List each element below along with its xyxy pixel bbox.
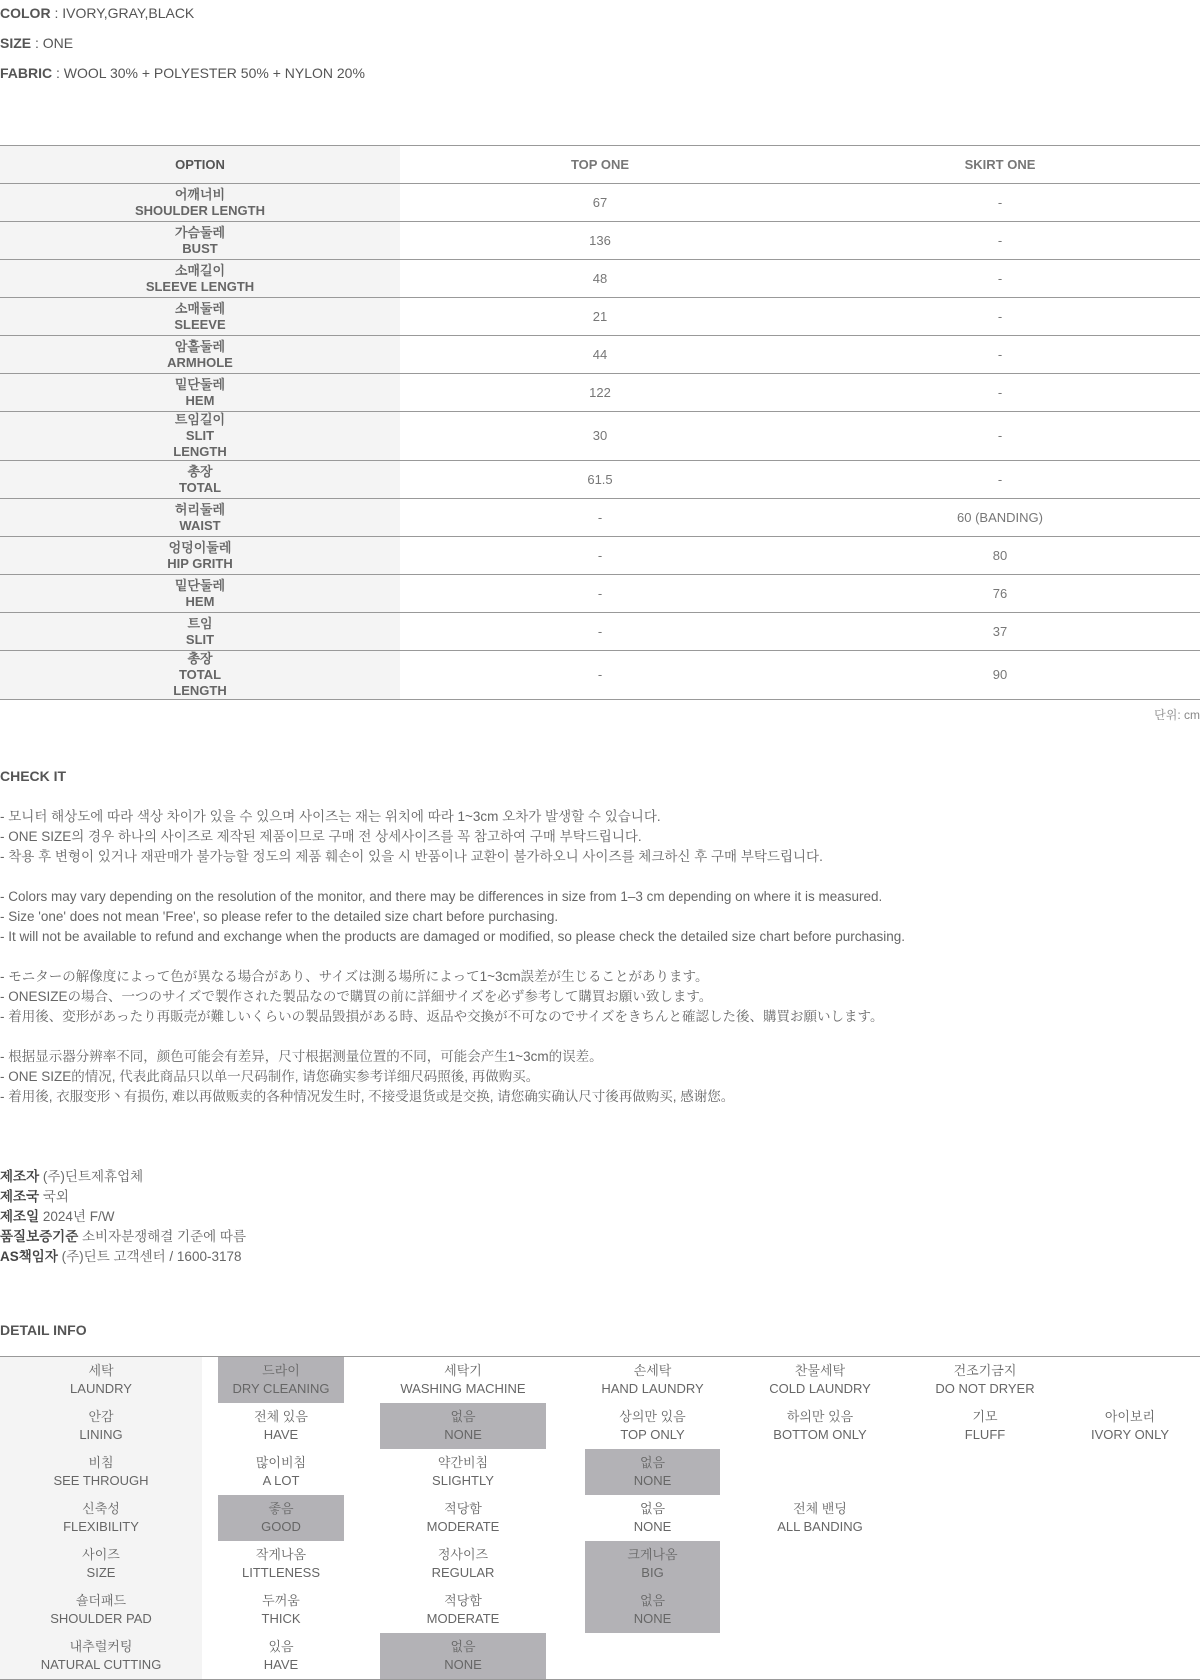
detail-row	[0, 1357, 1200, 1403]
check-it-notes	[0, 807, 905, 1127]
detail-option-text: 하의만 있음	[786, 1409, 854, 1424]
detail-label-text: 비침	[88, 1455, 114, 1470]
option-label-en: HEM	[185, 392, 215, 408]
detail-option-selected	[380, 1403, 546, 1449]
detail-option-text: MODERATE	[426, 1519, 500, 1534]
option-label-ko: 소매둘레	[174, 300, 226, 316]
option-cell	[0, 184, 400, 221]
detail-option	[585, 1495, 720, 1541]
header-top-one: TOP ONE	[570, 156, 630, 172]
option-label-en: WAIST	[179, 517, 221, 533]
detail-option-text: DRY CLEANING	[232, 1381, 330, 1396]
detail-label-text: LAUNDRY	[70, 1381, 132, 1396]
option-cell	[0, 412, 400, 460]
detail-label-text: SEE THROUGH	[53, 1473, 149, 1488]
option-cell	[0, 537, 400, 574]
detail-option-text: NONE	[633, 1519, 672, 1534]
option-label-en: SLIT	[185, 631, 215, 647]
detail-option-text: NONE	[444, 1427, 482, 1442]
size-value: : ONE	[31, 35, 74, 51]
detail-option	[585, 1403, 720, 1449]
note-line: - 着用後, 衣服变形丶有损伤, 难以再做贩卖的各种情况发生时, 不接受退货或是交换, 请您确实确认尺寸後再做购买, 感谢您。	[0, 1089, 735, 1104]
unit-note: 단위: cm	[1154, 708, 1200, 722]
detail-option	[585, 1357, 720, 1403]
skirt-one-value: -	[997, 471, 1003, 487]
note-group	[0, 807, 905, 867]
detail-option-text: WASHING MACHINE	[400, 1381, 526, 1396]
option-label-en: HIP GRITH	[167, 555, 233, 571]
detail-option-text: 없음	[639, 1593, 666, 1608]
color-key: COLOR	[0, 5, 51, 21]
detail-option-text: 없음	[639, 1501, 666, 1516]
size-table-body	[0, 184, 1200, 700]
detail-option-text: 정사이즈	[437, 1547, 489, 1562]
top-one-value: 30	[592, 428, 608, 443]
detail-option	[218, 1587, 344, 1633]
size-table	[0, 145, 1200, 700]
table-row	[0, 298, 1200, 336]
skirt-one-value: -	[997, 428, 1003, 443]
detail-option	[380, 1357, 546, 1403]
note-line: - 根据显示器分辨率不同，颜色可能会有差异，尺寸根据测量位置的不同，可能会产生1~3cm的误差。	[0, 1049, 603, 1064]
option-cell	[0, 374, 400, 411]
table-row	[0, 184, 1200, 222]
detail-option	[380, 1541, 546, 1587]
table-row	[0, 575, 1200, 613]
table-row	[0, 260, 1200, 298]
detail-option	[218, 1633, 344, 1679]
detail-option	[218, 1403, 344, 1449]
detail-option-selected	[585, 1449, 720, 1495]
detail-row-label	[0, 1403, 202, 1449]
detail-option	[760, 1403, 880, 1449]
table-row	[0, 613, 1200, 651]
option-cell	[0, 222, 400, 259]
option-label-ko: 총장	[187, 463, 213, 479]
detail-option-text: 약간비침	[437, 1455, 489, 1470]
detail-option-text: 상의만 있음	[619, 1409, 686, 1424]
note-group	[0, 887, 905, 947]
note-line: - 착용 후 변형이 있거나 재판매가 불가능할 정도의 제품 훼손이 있을 시 반품이나 교환이 불가하오니 사이즈를 체크하신 후 구매 부탁드립니다.	[0, 849, 823, 864]
detail-option-text: HAND LAUNDRY	[601, 1381, 704, 1396]
detail-label-text: 내추럴커팅	[69, 1639, 133, 1654]
detail-row	[0, 1633, 1200, 1679]
note-group	[0, 1047, 905, 1107]
table-row	[0, 222, 1200, 260]
detail-option-text: 적당함	[444, 1593, 482, 1608]
top-one-value: 61.5	[587, 471, 613, 487]
detail-option-text: 많이비침	[255, 1455, 307, 1470]
detail-row-label	[0, 1495, 202, 1541]
detail-option-text: LITTLENESS	[241, 1565, 321, 1580]
detail-option-text: GOOD	[261, 1519, 301, 1534]
detail-option-selected	[585, 1541, 720, 1587]
detail-option-text: TOP ONLY	[620, 1427, 685, 1442]
maker-key: 제조일	[0, 1209, 40, 1224]
option-label-en: TOTAL	[178, 667, 222, 682]
detail-option-text: NONE	[444, 1657, 482, 1672]
detail-info-table	[0, 1356, 1200, 1679]
detail-row	[0, 1541, 1200, 1587]
detail-option-text: COLD LAUNDRY	[769, 1381, 871, 1396]
fabric-value: : WOOL 30% + POLYESTER 50% + NYLON 20%	[52, 65, 365, 81]
option-label-en: SHOULDER LENGTH	[135, 202, 265, 218]
detail-option-text: BOTTOM ONLY	[773, 1427, 867, 1442]
note-line: - 着用後、変形があったり再販売が難しいくらいの製品毀損がある時、返品や交換が不可なのでサイズをきちんと確認した後、購買お願いします。	[0, 1009, 884, 1024]
detail-option	[218, 1541, 344, 1587]
option-label-ko: 트임길이	[174, 412, 226, 427]
note-line: - ONESIZEの場合、一つのサイズで製作された製品なので購買の前に詳細サイズを必ず参考して購買お願い致します。	[0, 989, 713, 1004]
top-one-value: 21	[592, 308, 608, 324]
note-line: - Colors may vary depending on the resolution of the monitor, and there may be differences in size from 1–3 cm depending on where it is measured.	[0, 889, 883, 904]
detail-row-label	[0, 1357, 202, 1403]
detail-option-text: SLIGHTLY	[432, 1473, 494, 1488]
maker-line	[0, 1167, 246, 1187]
detail-option-text: ALL BANDING	[777, 1519, 863, 1534]
option-label-ko: 어깨너비	[174, 186, 226, 202]
header-skirt-one: SKIRT ONE	[964, 156, 1036, 172]
detail-option	[380, 1495, 546, 1541]
option-cell	[0, 260, 400, 297]
detail-label-text: NATURAL CUTTING	[40, 1657, 162, 1672]
detail-option-text: 찬물세탁	[794, 1363, 846, 1378]
skirt-one-value: 76	[992, 585, 1008, 601]
option-label-en: BUST	[182, 240, 218, 256]
detail-row-label	[0, 1449, 202, 1495]
detail-option-text: IVORY ONLY	[1090, 1427, 1170, 1442]
detail-label-text: SIZE	[86, 1565, 116, 1580]
option-label-ko: 가슴둘레	[174, 224, 226, 240]
detail-option	[760, 1357, 880, 1403]
detail-row	[0, 1587, 1200, 1633]
top-one-value: -	[597, 667, 603, 682]
option-label-ko: 허리둘레	[174, 501, 226, 517]
maker-key: AS책임자	[0, 1249, 58, 1264]
option-cell	[0, 298, 400, 335]
option-label-en2: LENGTH	[173, 444, 227, 459]
detail-label-text: LINING	[79, 1427, 123, 1442]
detail-option-text: 두꺼움	[262, 1593, 300, 1608]
note-line: - ONE SIZE的情况, 代表此商品只以单一尺码制作, 请您确实参考详细尺码照後, 再做购买。	[0, 1069, 540, 1084]
note-line: - モニターの解像度によって色が異なる場合があり、サイズは測る場所によって1~3cm誤差が生じることがあります。	[0, 969, 709, 984]
detail-row-label	[0, 1633, 202, 1679]
detail-option-selected	[380, 1633, 546, 1679]
detail-option-text: 있음	[268, 1639, 294, 1654]
detail-option-text: 작게나옴	[255, 1547, 307, 1562]
skirt-one-value: -	[997, 194, 1003, 210]
maker-line	[0, 1247, 246, 1267]
detail-label-text: 세탁	[88, 1363, 114, 1378]
detail-option-text: BIG	[641, 1565, 664, 1580]
maker-value: 국외	[39, 1189, 69, 1204]
top-one-value: 136	[589, 232, 611, 248]
detail-row-label	[0, 1541, 202, 1587]
detail-label-text: 안감	[88, 1409, 114, 1424]
top-one-value: -	[597, 585, 603, 601]
detail-option-text: NONE	[633, 1473, 672, 1488]
option-cell	[0, 651, 400, 699]
option-cell	[0, 461, 400, 498]
detail-label-text: 신축성	[82, 1501, 120, 1516]
detail-row-label	[0, 1587, 202, 1633]
detail-option-text: MODERATE	[426, 1611, 500, 1626]
detail-option-text: 적당함	[444, 1501, 482, 1516]
detail-option	[910, 1357, 1060, 1403]
skirt-one-value: -	[997, 270, 1003, 286]
detail-option-text: A LOT	[262, 1473, 300, 1488]
detail-option-text: 전체 밴딩	[793, 1501, 847, 1516]
maker-line	[0, 1187, 246, 1207]
detail-option-text: 세탁기	[444, 1363, 482, 1378]
option-label-ko: 밑단둘레	[174, 577, 226, 593]
size-key: SIZE	[0, 35, 32, 51]
detail-option	[910, 1403, 1060, 1449]
size-table-header	[0, 146, 1200, 184]
fabric-key: FABRIC	[0, 65, 53, 81]
detail-option	[380, 1449, 546, 1495]
detail-info-title: DETAIL INFO	[0, 1322, 87, 1338]
detail-option	[380, 1587, 546, 1633]
detail-option	[760, 1495, 880, 1541]
detail-row	[0, 1403, 1200, 1449]
detail-option-text: 아이보리	[1104, 1409, 1156, 1424]
note-line: - ONE SIZE의 경우 하나의 사이즈로 제작된 제품이므로 구매 전 상세사이즈를 꼭 참고하여 구매 부탁드립니다.	[0, 829, 642, 844]
detail-option-text: DO NOT DRYER	[935, 1381, 1035, 1396]
option-cell	[0, 613, 400, 650]
maker-value: 소비자분쟁해결 기준에 따름	[78, 1229, 246, 1244]
table-row	[0, 651, 1200, 700]
option-label-ko: 밑단둘레	[174, 376, 226, 392]
detail-option-text: 전체 있음	[254, 1409, 308, 1424]
detail-option-text: NONE	[633, 1611, 672, 1626]
maker-key: 제조자	[0, 1169, 40, 1184]
detail-option-selected	[218, 1357, 344, 1403]
option-label-ko: 소매길이	[174, 262, 226, 278]
detail-option-text: HAVE	[263, 1427, 299, 1442]
option-label-ko: 엉덩이둘레	[168, 539, 232, 555]
detail-option-text: HAVE	[263, 1657, 299, 1672]
maker-value: (주)딘트제휴업체	[39, 1169, 144, 1184]
option-label-en: TOTAL	[178, 479, 222, 495]
skirt-one-value: -	[997, 384, 1003, 400]
table-row	[0, 412, 1200, 461]
note-line: - It will not be available to refund and exchange when the products are damaged or modified, so please check the detailed size chart before purchasing.	[0, 929, 906, 944]
color-value: : IVORY,GRAY,BLACK	[50, 5, 195, 21]
skirt-one-value: 60 (BANDING)	[957, 509, 1043, 525]
note-line: - Size 'one' does not mean 'Free', so please refer to the detailed size chart before purchasing.	[0, 909, 559, 924]
color-spec	[0, 5, 194, 21]
skirt-one-value: -	[997, 232, 1003, 248]
maker-key: 제조국	[0, 1189, 40, 1204]
option-label-ko: 암홀둘레	[174, 338, 226, 354]
maker-info	[0, 1167, 246, 1267]
maker-line	[0, 1227, 246, 1247]
table-row	[0, 336, 1200, 374]
top-one-value: -	[597, 509, 603, 525]
skirt-one-value: 80	[992, 547, 1008, 563]
note-line: - 모니터 해상도에 따라 색상 차이가 있을 수 있으며 사이즈는 재는 위치에 따라 1~3cm 오차가 발생할 수 있습니다.	[0, 809, 661, 824]
option-label-en: HEM	[185, 593, 215, 609]
skirt-one-value: -	[997, 346, 1003, 362]
option-label-en: ARMHOLE	[167, 354, 233, 370]
top-one-value: 122	[589, 384, 611, 400]
top-one-value: 48	[592, 270, 608, 286]
detail-label-text: FLEXIBILITY	[63, 1519, 139, 1534]
skirt-one-value: -	[997, 308, 1003, 324]
detail-option-text: 드라이	[262, 1363, 300, 1378]
detail-option-text: 없음	[639, 1455, 666, 1470]
top-one-value: -	[597, 623, 603, 639]
detail-option-text: 크게나옴	[627, 1547, 678, 1562]
skirt-one-value: 90	[992, 667, 1008, 682]
detail-option-text: 기모	[972, 1409, 998, 1424]
check-it-title: CHECK IT	[0, 768, 67, 784]
detail-label-text: 숄더패드	[75, 1593, 127, 1608]
detail-option-text: 좋음	[268, 1501, 294, 1516]
option-label-ko: 총장	[187, 651, 213, 666]
detail-option-selected	[585, 1587, 720, 1633]
detail-option-text: 건조기금지	[953, 1363, 1017, 1378]
table-row	[0, 499, 1200, 537]
maker-value: 2024년 F/W	[39, 1209, 115, 1224]
detail-option-text: 손세탁	[633, 1363, 672, 1378]
option-cell	[0, 336, 400, 373]
option-label-en2: LENGTH	[173, 683, 227, 698]
maker-value: (주)딘트 고객센터 / 1600-3178	[57, 1249, 242, 1264]
detail-row	[0, 1495, 1200, 1541]
option-label-ko: 트임	[187, 615, 213, 631]
detail-option-text: FLUFF	[964, 1427, 1006, 1442]
table-row	[0, 537, 1200, 575]
option-cell	[0, 575, 400, 612]
fabric-spec	[0, 65, 365, 81]
detail-label-text: 사이즈	[82, 1547, 120, 1562]
skirt-one-value: 37	[992, 623, 1008, 639]
note-group	[0, 967, 905, 1027]
table-row	[0, 374, 1200, 412]
maker-key: 품질보증기준	[0, 1229, 79, 1244]
detail-option	[1060, 1403, 1200, 1449]
detail-option-text: REGULAR	[431, 1565, 495, 1580]
detail-option-text: 없음	[450, 1409, 476, 1424]
detail-option	[218, 1449, 344, 1495]
option-label-en: SLEEVE LENGTH	[145, 278, 255, 294]
top-one-value: 44	[592, 346, 608, 362]
option-label-en: SLIT	[185, 428, 215, 443]
table-row	[0, 461, 1200, 499]
detail-option-text: 없음	[450, 1639, 476, 1654]
size-spec	[0, 35, 73, 51]
detail-row	[0, 1449, 1200, 1495]
maker-line	[0, 1207, 246, 1227]
top-one-value: -	[597, 547, 603, 563]
option-cell	[0, 499, 400, 536]
top-one-value: 67	[592, 194, 608, 210]
option-label-en: SLEEVE	[174, 316, 226, 332]
detail-option-selected	[218, 1495, 344, 1541]
detail-label-text: SHOULDER PAD	[50, 1611, 152, 1626]
header-option: OPTION	[0, 146, 400, 183]
detail-option-text: THICK	[261, 1611, 301, 1626]
